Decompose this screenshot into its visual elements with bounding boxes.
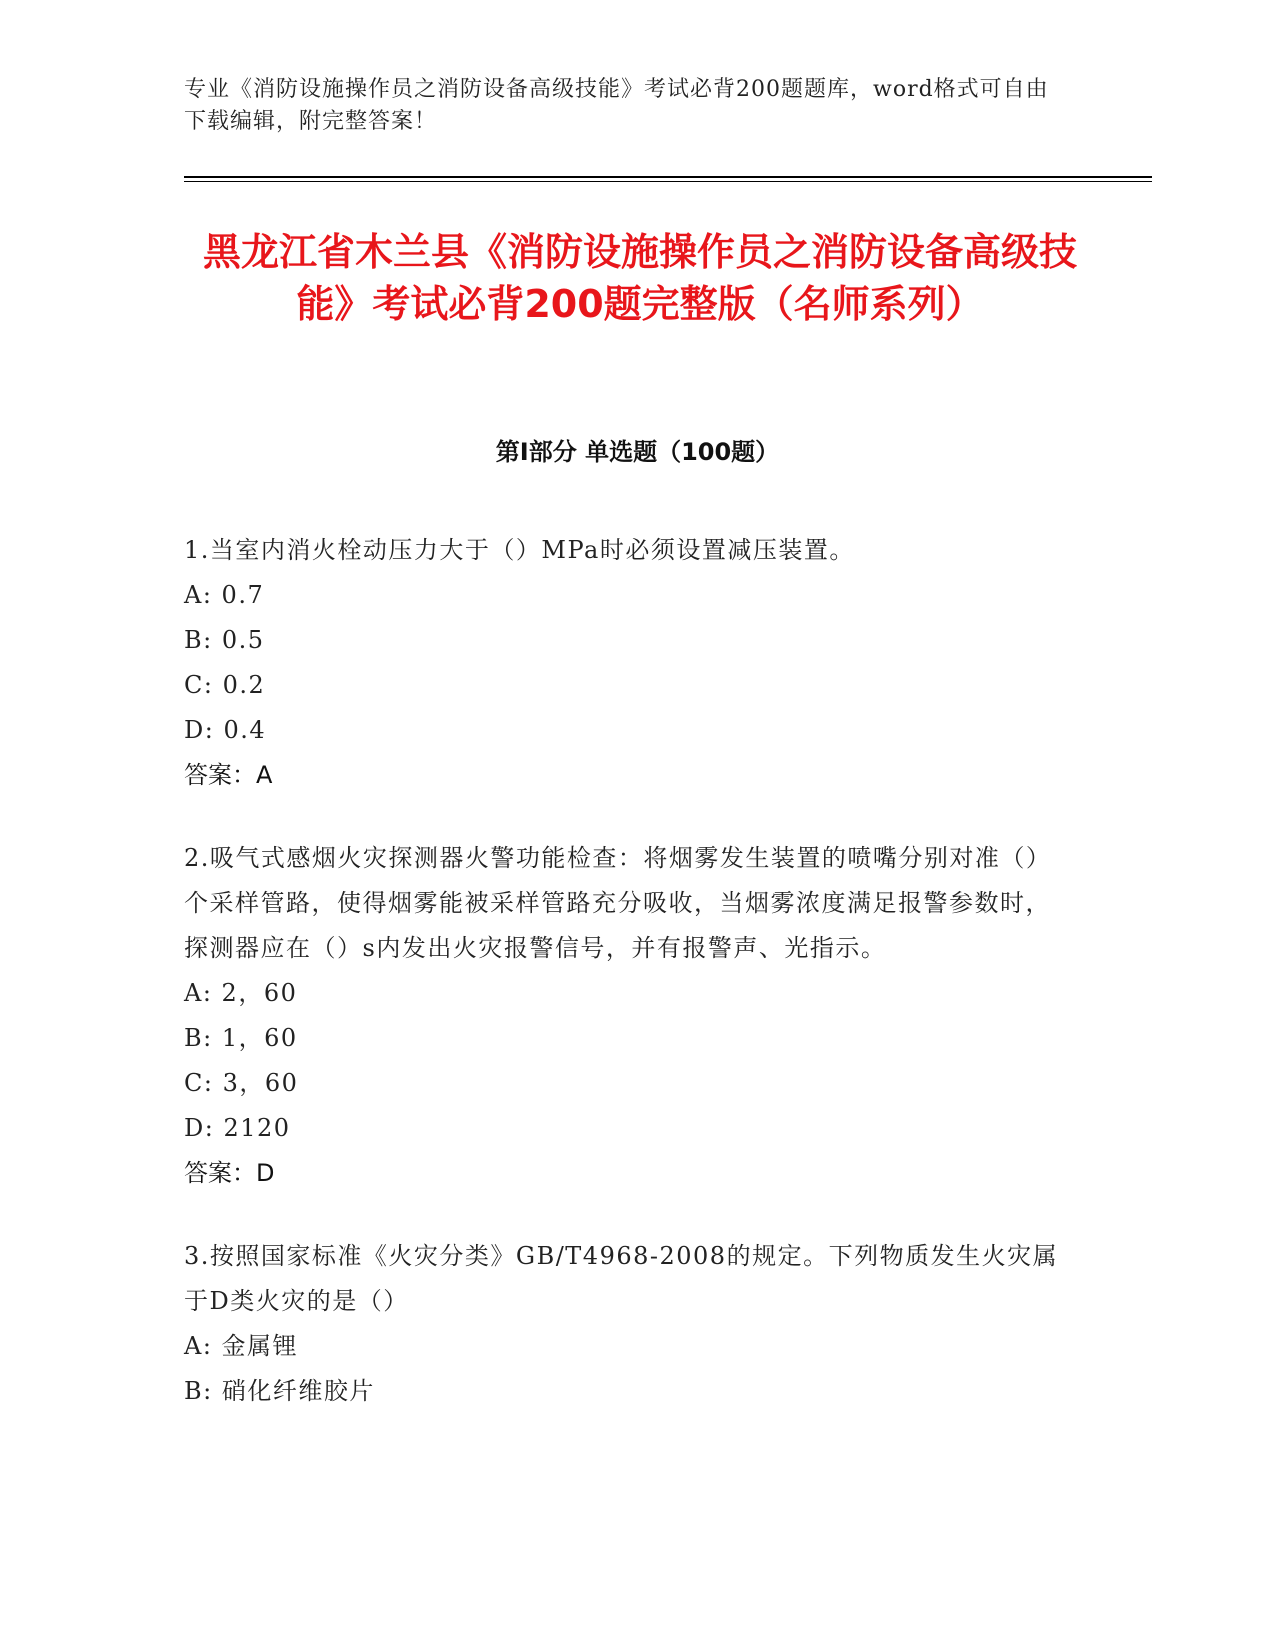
option-b: B: 1，60 [184,1024,298,1052]
option-a: A: 0.7 [184,581,265,609]
question-stem: 1.当室内消火栓动压力大于（）MPa时必须设置减压装置。 [184,536,855,564]
header-divider-thin [184,181,1152,182]
option-d: D: 2120 [184,1114,291,1142]
question-list [184,528,1064,1452]
document-title: 黑龙江省木兰县《消防设施操作员之消防设备高级技能》考试必背200题完整版（名师系列） [202,230,1077,326]
answer: 答案：D [184,1159,275,1187]
question-2 [184,836,1064,1196]
option-c: C: 0.2 [184,671,266,699]
option-a: A: 金属锂 [184,1332,299,1360]
header-note: 专业《消防设施操作员之消防设备高级技能》考试必背200题题库，word格式可自由下载编辑，附完整答案！ [184,77,1049,134]
section-heading: 第I部分 单选题（100题） [495,438,780,466]
option-d: D: 0.4 [184,716,267,744]
question-stem: 3.按照国家标准《火灾分类》GB/T4968-2008的规定。下列物质发生火灾属于D类火灾的是（） [184,1242,1059,1315]
question-1 [184,528,1064,798]
question-stem: 2.吸气式感烟火灾探测器火警功能检查：将烟雾发生装置的喷嘴分别对准（）个采样管路，使得烟雾能被采样管路充分吸收，当烟雾浓度满足报警参数时，探测器应在（）s内发出火灾报警信号，并有报警声、光指示。 [184,844,1052,962]
option-c: C: 3，60 [184,1069,299,1097]
header-divider-thick [184,176,1152,178]
option-b: B: 硝化纤维胶片 [184,1377,375,1405]
answer: 答案：A [184,761,273,789]
question-3 [184,1234,1064,1414]
option-a: A: 2，60 [184,979,298,1007]
option-b: B: 0.5 [184,626,265,654]
